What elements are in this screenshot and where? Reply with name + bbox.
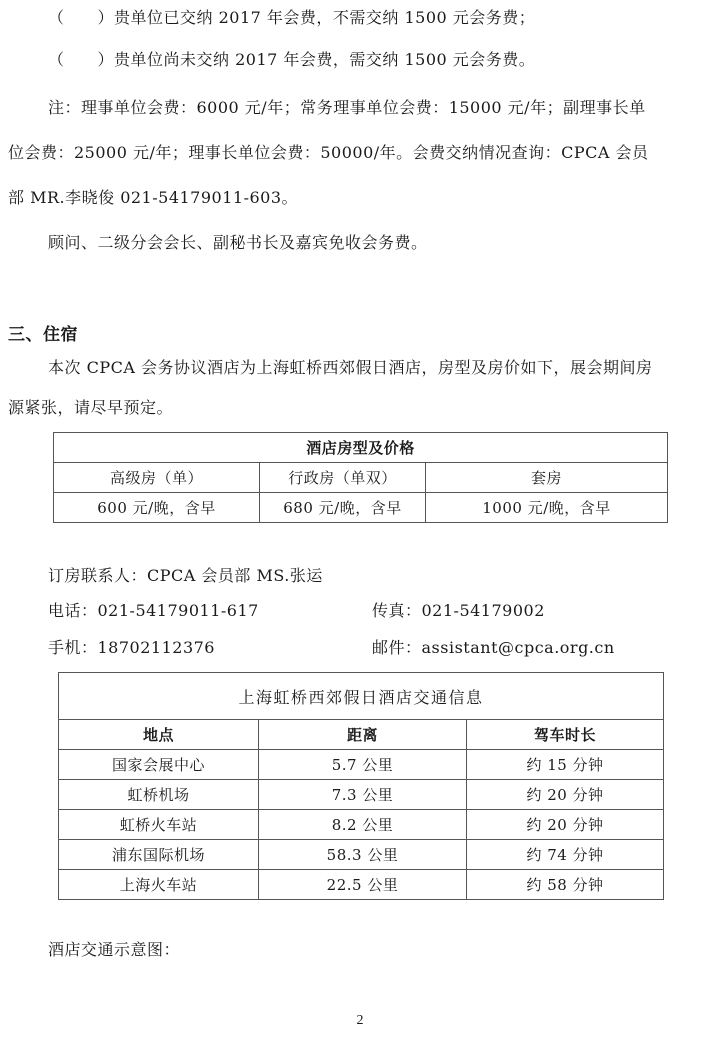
- distance-cell: 5.7 公里: [259, 750, 467, 780]
- table-row: [59, 750, 664, 780]
- booking-fax: 传真：021-54179002: [372, 601, 545, 620]
- location-cell: 国家会展中心: [59, 750, 259, 780]
- location-cell: 上海火车站: [59, 870, 259, 900]
- room-type-row: [54, 463, 668, 493]
- distance-cell: 22.5 公里: [259, 870, 467, 900]
- option-unpaid-checkbox[interactable]: （ ）: [48, 50, 115, 69]
- option-unpaid: [48, 50, 535, 70]
- note-line-3: 部 MR.李晓俊 021-54179011-603。: [8, 188, 299, 207]
- drive-time-cell: 约 74 分钟: [467, 840, 664, 870]
- price-superior: 600 元/晚，含早: [54, 493, 260, 523]
- location-cell: 浦东国际机场: [59, 840, 259, 870]
- option-unpaid-text: 贵单位尚未交纳 2017 年会费，需交纳 1500 元会务费。: [114, 50, 536, 69]
- booking-contact-person: 订房联系人：CPCA 会员部 MS.张运: [48, 566, 323, 585]
- page-number: 2: [356, 1013, 364, 1028]
- price-suite: 1000 元/晚，含早: [426, 493, 668, 523]
- distance-cell: 8.2 公里: [259, 810, 467, 840]
- note-line-1: 注：理事单位会费：6000 元/年；常务理事单位会费：15000 元/年；副理事长单: [48, 98, 646, 117]
- booking-email[interactable]: 邮件：assistant@cpca.org.cn: [372, 638, 615, 657]
- room-price-row: [54, 493, 668, 523]
- table-row: [59, 870, 664, 900]
- table-row: [59, 810, 664, 840]
- distance-cell: 7.3 公里: [259, 780, 467, 810]
- booking-phone: 电话：021-54179011-617: [48, 601, 259, 620]
- drive-time-cell: 约 15 分钟: [467, 750, 664, 780]
- room-type-superior: 高级房（单）: [54, 463, 260, 493]
- table-row: [59, 780, 664, 810]
- fee-exemption-note: 顾问、二级分会会长、副秘书长及嘉宾免收会务费。: [48, 233, 428, 252]
- drive-time-cell: 约 58 分钟: [467, 870, 664, 900]
- hotel-map-caption: 酒店交通示意图：: [48, 940, 181, 959]
- table-row: [59, 840, 664, 870]
- header-location: 地点: [59, 720, 259, 750]
- accommodation-intro-line-1: 本次 CPCA 会务协议酒店为上海虹桥西郊假日酒店，房型及房价如下，展会期间房: [48, 358, 653, 377]
- transport-table-title: 上海虹桥西郊假日酒店交通信息: [59, 673, 664, 720]
- section-heading-accommodation: 三、住宿: [8, 325, 78, 345]
- room-table-title: 酒店房型及价格: [54, 433, 668, 463]
- note-line-2: 位会费：25000 元/年；理事长单位会费：50000/年。会费交纳情况查询：CPCA 会员: [8, 143, 649, 162]
- location-cell: 虹桥火车站: [59, 810, 259, 840]
- location-cell: 虹桥机场: [59, 780, 259, 810]
- accommodation-intro-line-2: 源紧张，请尽早预定。: [8, 398, 174, 417]
- distance-cell: 58.3 公里: [259, 840, 467, 870]
- header-drive-time: 驾车时长: [467, 720, 664, 750]
- room-price-table: [53, 432, 668, 523]
- drive-time-cell: 约 20 分钟: [467, 810, 664, 840]
- header-distance: 距离: [259, 720, 467, 750]
- option-paid: [48, 8, 535, 28]
- transport-header-row: [59, 720, 664, 750]
- room-type-executive: 行政房（单双）: [260, 463, 426, 493]
- drive-time-cell: 约 20 分钟: [467, 780, 664, 810]
- transport-info-table: [58, 672, 664, 900]
- booking-mobile: 手机：18702112376: [48, 638, 215, 657]
- room-type-suite: 套房: [426, 463, 668, 493]
- option-paid-text: 贵单位已交纳 2017 年会费，不需交纳 1500 元会务费；: [114, 8, 536, 27]
- option-paid-checkbox[interactable]: （ ）: [48, 8, 115, 27]
- price-executive: 680 元/晚，含早: [260, 493, 426, 523]
